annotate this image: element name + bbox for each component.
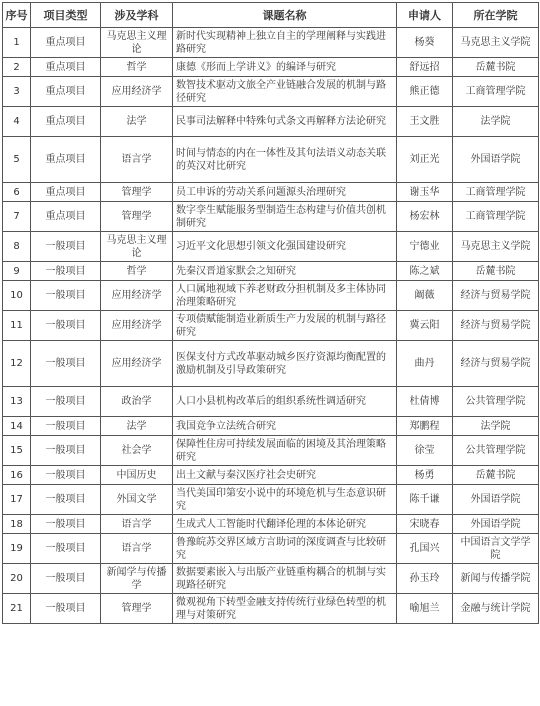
header-index: 序号 (3, 3, 31, 28)
cell-applicant: 陈千谦 (397, 485, 453, 515)
cell-project-type: 一般项目 (31, 232, 101, 262)
cell-topic: 人口小县机构改革后的组织系统性调适研究 (173, 387, 397, 417)
cell-applicant: 喻旭兰 (397, 594, 453, 624)
cell-discipline: 应用经济学 (101, 77, 173, 107)
cell-discipline: 马克思主义理论 (101, 232, 173, 262)
cell-topic: 专项债赋能制造业新质生产力发展的机制与路径研究 (173, 311, 397, 341)
cell-project-type: 重点项目 (31, 202, 101, 232)
table-row (3, 281, 539, 311)
cell-college: 经济与贸易学院 (453, 311, 539, 341)
cell-college: 法学院 (453, 107, 539, 137)
table-row (3, 534, 539, 564)
cell-college: 岳麓书院 (453, 58, 539, 77)
cell-discipline: 法学 (101, 417, 173, 436)
cell-discipline: 应用经济学 (101, 341, 173, 387)
cell-index: 6 (3, 183, 31, 202)
cell-topic: 习近平文化思想引领文化强国建设研究 (173, 232, 397, 262)
cell-index: 1 (3, 28, 31, 58)
cell-index: 20 (3, 564, 31, 594)
table-row (3, 77, 539, 107)
cell-applicant: 孔国兴 (397, 534, 453, 564)
cell-applicant: 陈之斌 (397, 262, 453, 281)
cell-topic: 时间与情态的内在一体性及其句法语义动态关联的英汉对比研究 (173, 137, 397, 183)
cell-discipline: 中国历史 (101, 466, 173, 485)
cell-project-type: 一般项目 (31, 436, 101, 466)
cell-project-type: 一般项目 (31, 341, 101, 387)
cell-discipline: 语言学 (101, 137, 173, 183)
cell-index: 21 (3, 594, 31, 624)
cell-topic: 员工申诉的劳动关系问题源头治理研究 (173, 183, 397, 202)
cell-index: 2 (3, 58, 31, 77)
cell-project-type: 一般项目 (31, 485, 101, 515)
cell-applicant: 杨宏林 (397, 202, 453, 232)
cell-applicant: 谢玉华 (397, 183, 453, 202)
cell-index: 3 (3, 77, 31, 107)
cell-index: 5 (3, 137, 31, 183)
cell-college: 新闻与传播学院 (453, 564, 539, 594)
cell-index: 7 (3, 202, 31, 232)
cell-college: 马克思主义学院 (453, 28, 539, 58)
cell-project-type: 一般项目 (31, 466, 101, 485)
cell-topic: 保障性住房可持续发展面临的困境及其治理策略研究 (173, 436, 397, 466)
cell-applicant: 宁德业 (397, 232, 453, 262)
cell-college: 公共管理学院 (453, 387, 539, 417)
table-row (3, 137, 539, 183)
cell-applicant: 曲丹 (397, 341, 453, 387)
cell-discipline: 语言学 (101, 515, 173, 534)
cell-topic: 康德《形而上学讲义》的编译与研究 (173, 58, 397, 77)
cell-college: 工商管理学院 (453, 183, 539, 202)
cell-index: 10 (3, 281, 31, 311)
cell-topic: 出土文献与秦汉医疗社会史研究 (173, 466, 397, 485)
table-row (3, 58, 539, 77)
table-row (3, 311, 539, 341)
cell-college: 岳麓书院 (453, 466, 539, 485)
cell-discipline: 法学 (101, 107, 173, 137)
cell-project-type: 一般项目 (31, 281, 101, 311)
table-body (3, 28, 539, 624)
cell-topic: 微观视角下转型金融支持传统行业绿色转型的机理与对策研究 (173, 594, 397, 624)
cell-index: 8 (3, 232, 31, 262)
cell-discipline: 哲学 (101, 262, 173, 281)
cell-index: 17 (3, 485, 31, 515)
table-row (3, 594, 539, 624)
table-row (3, 232, 539, 262)
header-applicant: 申请人 (397, 3, 453, 28)
cell-college: 外国语学院 (453, 137, 539, 183)
cell-project-type: 一般项目 (31, 515, 101, 534)
table-row (3, 417, 539, 436)
cell-college: 工商管理学院 (453, 202, 539, 232)
cell-discipline: 马克思主义理论 (101, 28, 173, 58)
cell-applicant: 熊正德 (397, 77, 453, 107)
cell-index: 14 (3, 417, 31, 436)
header-project-type: 项目类型 (31, 3, 101, 28)
cell-discipline: 管理学 (101, 183, 173, 202)
cell-discipline: 外国文学 (101, 485, 173, 515)
cell-discipline: 新闻学与传播学 (101, 564, 173, 594)
cell-topic: 鲁豫皖苏交界区域方言助词的深度调查与比较研究 (173, 534, 397, 564)
cell-applicant: 冀云阳 (397, 311, 453, 341)
table-row (3, 202, 539, 232)
cell-topic: 生成式人工智能时代翻译伦理的本体论研究 (173, 515, 397, 534)
cell-applicant: 杨勇 (397, 466, 453, 485)
cell-index: 15 (3, 436, 31, 466)
cell-discipline: 哲学 (101, 58, 173, 77)
cell-project-type: 重点项目 (31, 58, 101, 77)
cell-college: 经济与贸易学院 (453, 341, 539, 387)
cell-project-type: 一般项目 (31, 417, 101, 436)
cell-project-type: 一般项目 (31, 594, 101, 624)
cell-applicant: 孙玉玲 (397, 564, 453, 594)
cell-project-type: 一般项目 (31, 311, 101, 341)
cell-college: 外国语学院 (453, 485, 539, 515)
cell-index: 16 (3, 466, 31, 485)
cell-project-type: 重点项目 (31, 183, 101, 202)
table-row (3, 485, 539, 515)
cell-index: 19 (3, 534, 31, 564)
table-row (3, 466, 539, 485)
cell-college: 岳麓书院 (453, 262, 539, 281)
table-row (3, 515, 539, 534)
cell-discipline: 社会学 (101, 436, 173, 466)
header-college: 所在学院 (453, 3, 539, 28)
cell-topic: 我国竞争立法统合研究 (173, 417, 397, 436)
cell-index: 18 (3, 515, 31, 534)
cell-project-type: 重点项目 (31, 137, 101, 183)
cell-applicant: 徐莹 (397, 436, 453, 466)
cell-applicant: 刘正光 (397, 137, 453, 183)
cell-project-type: 重点项目 (31, 77, 101, 107)
cell-index: 4 (3, 107, 31, 137)
cell-project-type: 一般项目 (31, 564, 101, 594)
cell-project-type: 一般项目 (31, 534, 101, 564)
cell-applicant: 舒远招 (397, 58, 453, 77)
cell-project-type: 重点项目 (31, 107, 101, 137)
cell-college: 法学院 (453, 417, 539, 436)
cell-topic: 数字孪生赋能服务型制造生态构建与价值共创机制研究 (173, 202, 397, 232)
cell-topic: 当代美国印第安小说中的环境危机与生态意识研究 (173, 485, 397, 515)
table-row (3, 262, 539, 281)
cell-applicant: 宋晓春 (397, 515, 453, 534)
table-row (3, 107, 539, 137)
table-row (3, 387, 539, 417)
cell-discipline: 应用经济学 (101, 281, 173, 311)
cell-topic: 先秦汉晋道家默会之知研究 (173, 262, 397, 281)
header-row (3, 3, 539, 28)
cell-applicant: 杜倩博 (397, 387, 453, 417)
cell-college: 外国语学院 (453, 515, 539, 534)
cell-college: 中国语言文学学院 (453, 534, 539, 564)
cell-discipline: 管理学 (101, 594, 173, 624)
cell-discipline: 政治学 (101, 387, 173, 417)
table-row (3, 183, 539, 202)
cell-index: 13 (3, 387, 31, 417)
header-topic: 课题名称 (173, 3, 397, 28)
cell-topic: 医保支付方式改革驱动城乡医疗资源均衡配置的激励机制及引导政策研究 (173, 341, 397, 387)
table-row (3, 28, 539, 58)
cell-applicant: 王文胜 (397, 107, 453, 137)
cell-topic: 数据要素嵌入与出版产业链重构耦合的机制与实现路径研究 (173, 564, 397, 594)
table-row (3, 436, 539, 466)
cell-discipline: 管理学 (101, 202, 173, 232)
header-discipline: 涉及学科 (101, 3, 173, 28)
cell-college: 金融与统计学院 (453, 594, 539, 624)
cell-discipline: 应用经济学 (101, 311, 173, 341)
table-header (3, 3, 539, 28)
cell-applicant: 杨葵 (397, 28, 453, 58)
cell-college: 马克思主义学院 (453, 232, 539, 262)
table-row (3, 564, 539, 594)
cell-index: 9 (3, 262, 31, 281)
cell-topic: 人口属地视域下养老财政分担机制及多主体协同治理策略研究 (173, 281, 397, 311)
cell-applicant: 阚薇 (397, 281, 453, 311)
cell-discipline: 语言学 (101, 534, 173, 564)
cell-topic: 数智技术驱动文旅全产业链融合发展的机制与路径研究 (173, 77, 397, 107)
cell-index: 11 (3, 311, 31, 341)
table-row (3, 341, 539, 387)
cell-project-type: 一般项目 (31, 387, 101, 417)
cell-project-type: 一般项目 (31, 262, 101, 281)
cell-college: 经济与贸易学院 (453, 281, 539, 311)
cell-index: 12 (3, 341, 31, 387)
cell-project-type: 重点项目 (31, 28, 101, 58)
project-table (2, 2, 539, 624)
cell-topic: 新时代实现精神上独立自主的学理阐释与实践进路研究 (173, 28, 397, 58)
cell-college: 工商管理学院 (453, 77, 539, 107)
cell-college: 公共管理学院 (453, 436, 539, 466)
cell-topic: 民事司法解释中特殊句式条文再解释方法论研究 (173, 107, 397, 137)
cell-applicant: 郑鹏程 (397, 417, 453, 436)
